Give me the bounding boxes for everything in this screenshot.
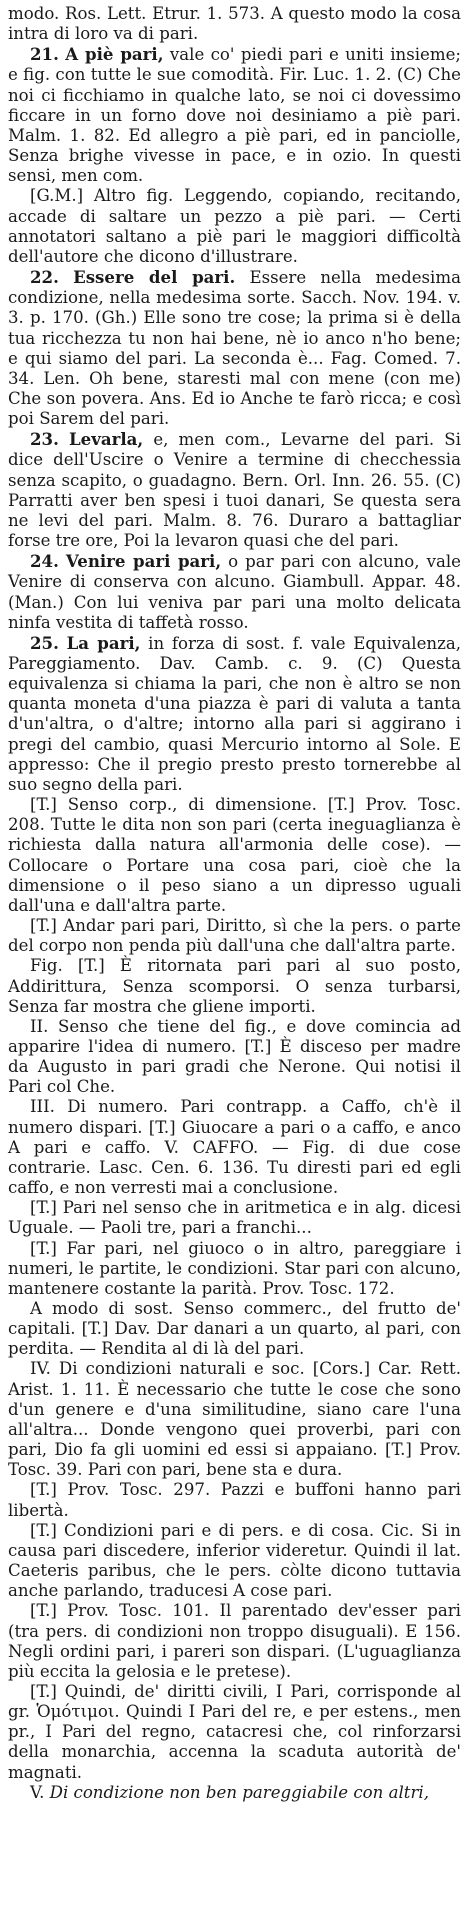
paragraph-text: [T.] Pari nel senso che in aritmetica e in alg. dicesi Uguale. — Paoli tre, pari a franchi... (8, 1198, 461, 1238)
paragraph-number: 22. (30, 267, 59, 288)
entry-paragraph (8, 633, 461, 795)
paragraph-text: [T.] Andar pari pari, Diritto, sì che la pers. o parte del corpo non penda più dall'una che dall'altra parte. (8, 916, 461, 956)
paragraph-text: [T.] Prov. Tosc. 101. Il parentado dev'esser pari (tra pers. di condizioni non troppo disuguali). E 156. Negli ordini pari, i pareri son dispari. (L'uguaglianza più eccita la gelosia e le pretese). (8, 1601, 461, 1681)
paragraph-number: 21. (30, 44, 59, 65)
paragraph-text: modo. Ros. Lett. Etrur. 1. 573. A questo modo la cosa intra di loro va di pari. (8, 4, 461, 44)
paragraph-text: A modo di sost. Senso commerc., del frutto de' capitali. [T.] Dav. Dar danari a un quarto, al pari, con perdita. — Rendita al di là del pari. (8, 1299, 461, 1359)
headword: Venire pari pari, (65, 551, 222, 572)
paragraph-number: 23. (30, 429, 59, 450)
entry-paragraph (8, 4, 461, 44)
entry-paragraph (8, 1239, 461, 1299)
entry-paragraph (8, 1299, 461, 1359)
entry-paragraph (8, 551, 461, 633)
paragraph-text: [T.] Quindi, de' diritti civili, I Pari, corrisponde al gr. Ὁμότιμοι. Quindi I Pari del re, e per estens., men pr., I Pari del regno, catacresi che, col rinforzarsi della monarchia, accenna la scaduta autorità de' magnati. (8, 1681, 461, 1782)
paragraph-text: Essere nella medesima condizione, nella medesima sorte. Sacch. Nov. 194. v. 3. p. 170. (Gh.) Elle sono tre cose; la prima si è della tua ricchezza tu non hai bene, nè io anco n'ho bene; e qui siamo del pari. La seconda è... Fag. Comed. 7. 34. Len. Oh bene, staresti mal con mene (con me) Che son povera. Ans. Ed io Anche te farò ricca; e così poi Sarem del pari. (8, 268, 461, 429)
entry-paragraph (8, 186, 461, 267)
entry-paragraph (8, 956, 461, 1016)
entry-paragraph (8, 1198, 461, 1238)
headword: La pari, (66, 632, 141, 653)
paragraph-number: V. (30, 1782, 45, 1802)
headword: A piè pari, (65, 44, 164, 65)
entry-paragraph (8, 1601, 461, 1682)
paragraph-text: [T.] Prov. Tosc. 297. Pazzi e buffoni hanno pari libertà. (8, 1480, 461, 1520)
paragraph-text: [G.M.] Altro fig. Leggendo, copiando, recitando, accade di saltare un pezzo a piè pari. — Certi annotatori saltano a piè pari le maggiori difficoltà dell'autore che dicono d'illustrare. (8, 186, 461, 266)
entry-paragraph (8, 916, 461, 956)
entry-paragraph (8, 1017, 461, 1098)
entry-paragraph (8, 1359, 461, 1480)
entry-paragraph (8, 1480, 461, 1520)
paragraph-text: vale co' piedi pari e uniti insieme; e fig. con tutte le sue comodità. Fir. Luc. 1. 2. (C) Che noi ci ficchiamo in qualche lato, se noi ci dovessimo ficcare in un forno dove noi desiniamo a piè pari. Malm. 1. 82. Ed allegro a piè pari, ed in panciolle, Senza brighe vivesse in pace, e in ozio. In questi sensi, men com. (8, 45, 461, 186)
entry-paragraph (8, 44, 461, 186)
paragraph-text: o par pari con alcuno, vale Venire di conserva con alcuno. Giambull. Appar. 48. (Man.) Con lui veniva par pari una molto delicata ninfa vestita di taffetà rosso. (8, 552, 461, 632)
paragraph-number: 24. (30, 551, 59, 572)
paragraph-number: III. (30, 1097, 55, 1117)
paragraph-text: [T.] Far pari, nel giuoco o in altro, pareggiare i numeri, le partite, le condizioni. Star pari con alcuno, mantenere costante la parità. Prov. Tosc. 172. (8, 1238, 461, 1298)
paragraph-text: Di numero. Pari contrapp. a Caffo, ch'è il numero dispari. [T.] Giuocare a pari o a caffo, e anco A pari e caffo. V. CAFFO. — Fig. di due cose contrarie. Lasc. Cen. 6. 136. Tu diresti pari ed egli caffo, e non verresti mai a conclusione. (8, 1097, 461, 1198)
headword: Levarla, (69, 429, 144, 450)
paragraph-text: in forza di sost. f. vale Equivalenza, Pareggiamento. Dav. Camb. c. 9. (C) Questa equivalenza si chiama la pari, che non è altro se non quanta moneta d'una piazza è pari di valuta a tanta d'un'altra, o d'altre; intorno alla pari si aggirano i pregi del cambio, quasi Mercurio intorno al Sole. E appresso: Che il pregio presto presto tornerebbe al suo segno della pari. (8, 633, 462, 794)
entry-paragraph (8, 1097, 461, 1198)
entry-paragraph (8, 429, 461, 551)
headword: Essere del pari. (73, 267, 236, 288)
paragraph-text: Di condizione non ben pareggiabile con altri, (49, 1782, 429, 1802)
paragraph-text: Senso che tiene del fig., e dove comincia ad apparire l'idea di numero. [T.] È disceso per madre da Augusto in pari gradi che Nerone. Qui notisi il Pari col Che. (8, 1016, 461, 1097)
paragraph-number: IV. (30, 1359, 51, 1379)
paragraph-text: Di condizioni naturali e soc. [Cors.] Car. Rett. Arist. 1. 11. È necessario che tutte le cose che sono d'un genere e d'una similitudine, siano care l'una all'altra... Donde vengono quei proverbi, pari con pari, Dio fa gli uomini ed essi si appaiano. [T.] Prov. Tosc. 39. Pari con pari, bene sta e dura. (8, 1359, 461, 1480)
paragraph-number: 25. (30, 632, 59, 653)
paragraph-text: [T.] Condizioni pari e di pers. e di cosa. Cic. Si in causa pari discedere, inferior videretur. Quindi il lat. Caeteris paribus, che le pers. còlte dicono tuttavia anche parlando, traducesi A cose pari. (8, 1520, 461, 1601)
paragraph-number: II. (30, 1016, 49, 1036)
paragraph-text: e, men com., Levarne del pari. Si dice dell'Uscire o Venire a termine di checchessia senza scapito, o guadagno. Bern. Orl. Inn. 26. 55. (C) Parratti aver ben spesi i tuoi danari, Se questa sera ne levi del pari. Malm. 8. 76. Duraro a battagliar forse tre ore, Poi la levaron quasi che del pari. (8, 430, 461, 551)
entry-paragraph (8, 1682, 461, 1783)
entry-paragraph (8, 267, 461, 429)
paragraph-text: Fig. [T.] È ritornata pari pari al suo posto, Addirittura, Senza scomporsi. O senza turbarsi, Senza far mostra che gliene importi. (8, 956, 461, 1016)
entry-paragraph (8, 795, 461, 916)
paragraph-text: [T.] Senso corp., di dimensione. [T.] Prov. Tosc. 208. Tutte le dita non son pari (certa ineguaglianza è richiesta dalla natura all'armonia delle cose). — Collocare o Portare una cosa pari, cioè che la dimensione o il peso siano a un dipresso uguali dall'una e dall'altra parte. (8, 795, 461, 915)
entry-paragraph (8, 1783, 461, 1803)
entry-paragraph (8, 1521, 461, 1602)
